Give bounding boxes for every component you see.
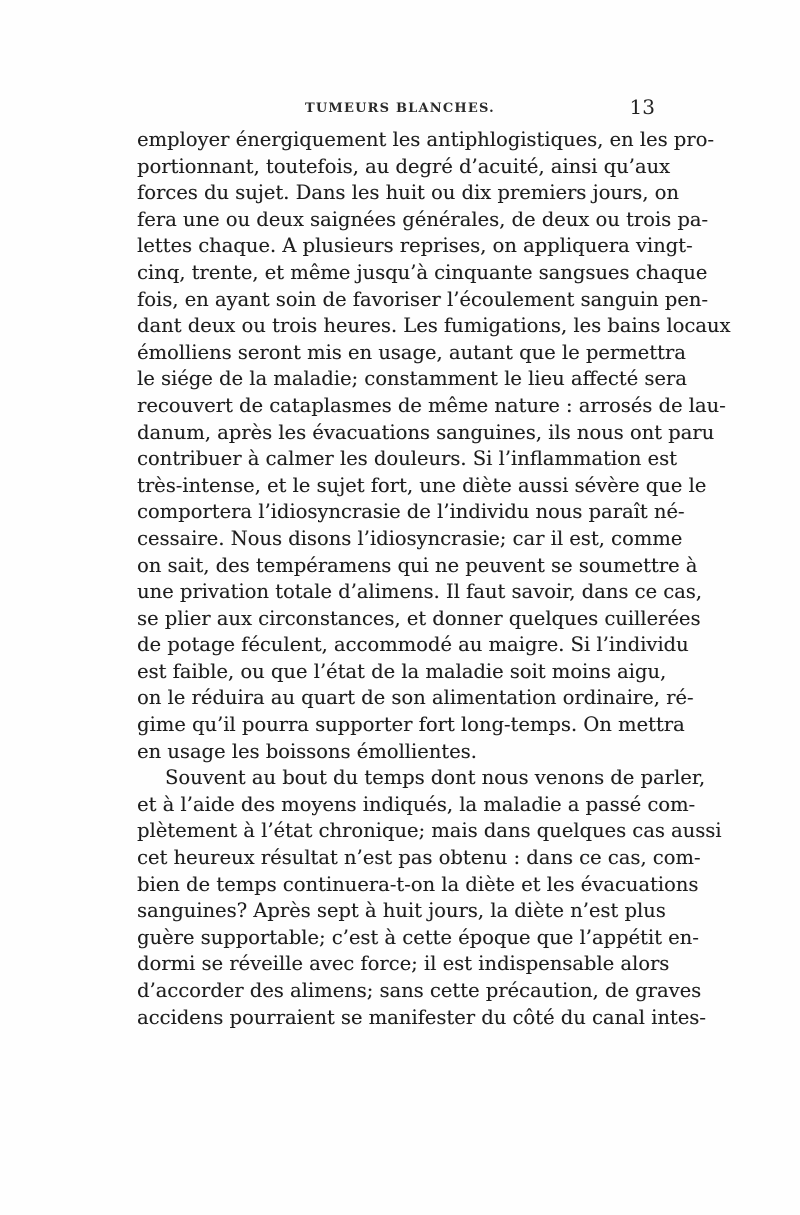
text-line: cinq, trente, et même jusqu’à cinquante sangsues chaque	[137, 260, 708, 284]
text-line: plètement à l’état chronique; mais dans quelques cas aussi	[137, 819, 722, 843]
text-line: se plier aux circonstances, et donner quelques cuillerées	[137, 606, 701, 630]
text-line: on sait, des tempéramens qui ne peuvent se soumettre à	[137, 553, 698, 577]
text-line: employer énergiquement les antiphlogistiques, en les pro-	[137, 128, 714, 151]
text-line: une privation totale d’alimens. Il faut savoir, dans ce cas,	[137, 580, 702, 604]
text-line: accidens pourraient se manifester du côté du canal intes-	[137, 1005, 706, 1029]
text-line: d’accorder des alimens; sans cette précaution, de graves	[137, 979, 702, 1002]
running-head	[137, 95, 655, 123]
text-line: cessaire. Nous disons l’idiosyncrasie; car il est, comme	[137, 526, 683, 550]
paragraph-start-line: Souvent au bout du temps dont nous venons de parler,	[165, 766, 706, 790]
text-line: dormi se réveille avec force; il est indispensable alors	[137, 952, 670, 976]
text-line: très-intense, et le sujet fort, une diète aussi sévère que le	[137, 473, 707, 497]
body-text	[137, 127, 731, 1031]
page-number: 13	[629, 95, 655, 119]
text-line: gime qu’il pourra supporter fort long-temps. On mettra	[137, 713, 685, 737]
text-line: dant deux ou trois heures. Les fumigations, les bains locaux	[137, 314, 731, 338]
text-line: contribuer à calmer les douleurs. Si l’inflammation est	[137, 447, 677, 471]
text-line: cet heureux résultat n’est pas obtenu : dans ce cas, com-	[137, 846, 701, 870]
text-line: sanguines? Après sept à huit jours, la diète n’est plus	[137, 899, 666, 923]
text-line: et à l’aide des moyens indiqués, la maladie a passé com-	[137, 792, 696, 816]
text-line: recouvert de cataplasmes de même nature : arrosés de lau-	[137, 393, 726, 417]
text-line: on le réduira au quart de son alimentation ordinaire, ré-	[137, 686, 694, 710]
text-line: est faible, ou que l’état de la maladie soit moins aigu,	[137, 659, 667, 683]
running-title: TUMEURS BLANCHES.	[305, 101, 495, 116]
text-line: bien de temps continuera-t-on la diète et les évacuations	[137, 872, 699, 896]
text-line: émolliens seront mis en usage, autant que le permettra	[137, 340, 686, 364]
text-line: fois, en ayant soin de favoriser l’écoulement sanguin pen-	[137, 287, 708, 311]
text-line: lettes chaque. A plusieurs reprises, on appliquera vingt-	[137, 234, 693, 258]
text-line: portionnant, toutefois, au degré d’acuité, ainsi qu’aux	[137, 154, 671, 178]
text-line: fera une ou deux saignées générales, de deux ou trois pa-	[137, 207, 709, 231]
text-line: le siége de la maladie; constamment le lieu affecté sera	[137, 367, 687, 391]
paragraph-end-line: en usage les boissons émollientes.	[137, 739, 477, 763]
text-line: de potage féculent, accommodé au maigre. Si l’individu	[137, 633, 689, 657]
text-line: comportera l’idiosyncrasie de l’individu nous paraît né-	[137, 500, 685, 524]
text-line: forces du sujet. Dans les huit ou dix premiers jours, on	[137, 181, 679, 205]
text-line: guère supportable; c’est à cette époque que l’appétit en-	[137, 925, 699, 949]
text-line: danum, après les évacuations sanguines, ils nous ont paru	[137, 420, 715, 444]
